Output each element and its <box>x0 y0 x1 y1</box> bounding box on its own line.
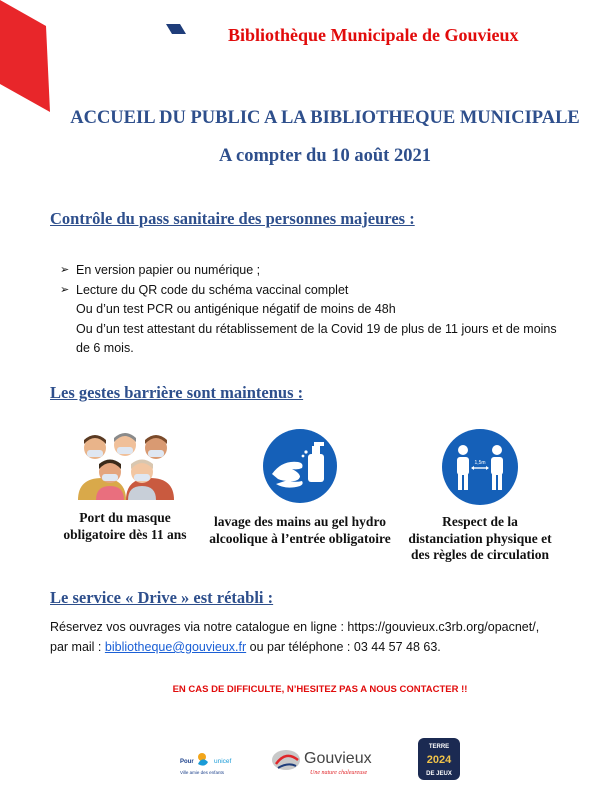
pass-requirements-list <box>60 261 560 359</box>
svg-text:unicef: unicef <box>214 758 232 765</box>
hands-caption: lavage des mains au gel hydro alcoolique à l’entrée obligatoire <box>209 514 391 546</box>
distance-card <box>405 428 555 564</box>
svg-text:2024: 2024 <box>426 754 452 766</box>
email-link[interactable]: bibliotheque@gouvieux.fr <box>104 640 247 654</box>
gestes-section-heading: Les gestes barrière sont maintenus : <box>50 383 304 402</box>
social-distance-icon <box>441 428 519 506</box>
arrow-bullet-icon: ➢ <box>60 264 70 276</box>
svg-text:TERRE: TERRE <box>428 744 450 750</box>
terre-de-jeux-2024-logo-icon <box>418 738 460 780</box>
red-corner-shape-icon <box>0 0 50 112</box>
mask-card <box>55 430 195 543</box>
page-subtitle: A compter du 10 août 2021 <box>219 146 431 166</box>
people-masks-icon <box>70 430 180 500</box>
list-item: ➢ Lecture du QR code du schéma vaccinal complet <box>60 281 560 301</box>
list-item: ➢ En version papier ou numérique ; <box>60 261 560 281</box>
page-title: ACCUEIL DU PUBLIC A LA BIBLIOTHEQUE MUNICIPALE <box>70 108 580 128</box>
svg-text:Une nature chaleureuse: Une nature chaleureuse <box>310 770 368 776</box>
svg-text:DE JEUX: DE JEUX <box>426 771 452 777</box>
distance-label: 1,5m <box>474 460 486 466</box>
distance-caption: Respect de la distanciation physique et des règles de circulation <box>408 514 552 562</box>
contact-notice: EN CAS DE DIFFICULTE, N’HESITEZ PAS A NOUS CONTACTER !! <box>172 684 468 695</box>
drive-text <box>50 617 580 657</box>
svg-text:Gouvieux: Gouvieux <box>304 750 372 767</box>
alternative-item: Ou d’un test attestant du rétablissement de la Covid 19 de plus de 11 jours et de moins de 6 mois. <box>76 321 557 355</box>
hands-card <box>200 428 400 547</box>
blue-stripe-icon <box>166 24 186 34</box>
drive-line-contact: par mail : bibliotheque@gouvieux.fr ou par téléphone : 03 44 57 48 63. <box>50 640 441 654</box>
drive-section-heading: Le service « Drive » est rétabli : <box>50 588 274 607</box>
mask-caption: Port du masque obligatoire dès 11 ans <box>63 510 187 542</box>
alternative-item: Ou d’un test PCR ou antigénique négatif de moins de 48h <box>76 302 396 316</box>
svg-text:Ville amie des enfants: Ville amie des enfants <box>180 770 224 775</box>
library-name: Bibliothèque Municipale de Gouvieux <box>228 25 519 45</box>
drive-line-catalogue: Réservez vos ouvrages via notre catalogue en ligne : https://gouvieux.c3rb.org/opacnet/, <box>50 620 540 634</box>
hand-sanitizer-icon <box>262 428 338 504</box>
svg-text:Pour: Pour <box>180 759 194 765</box>
pass-section-heading: Contrôle du pass sanitaire des personnes majeures : <box>50 209 415 228</box>
gouvieux-logo-icon <box>270 744 410 778</box>
arrow-bullet-icon: ➢ <box>60 283 70 296</box>
unicef-ville-amie-logo-icon <box>178 748 258 778</box>
